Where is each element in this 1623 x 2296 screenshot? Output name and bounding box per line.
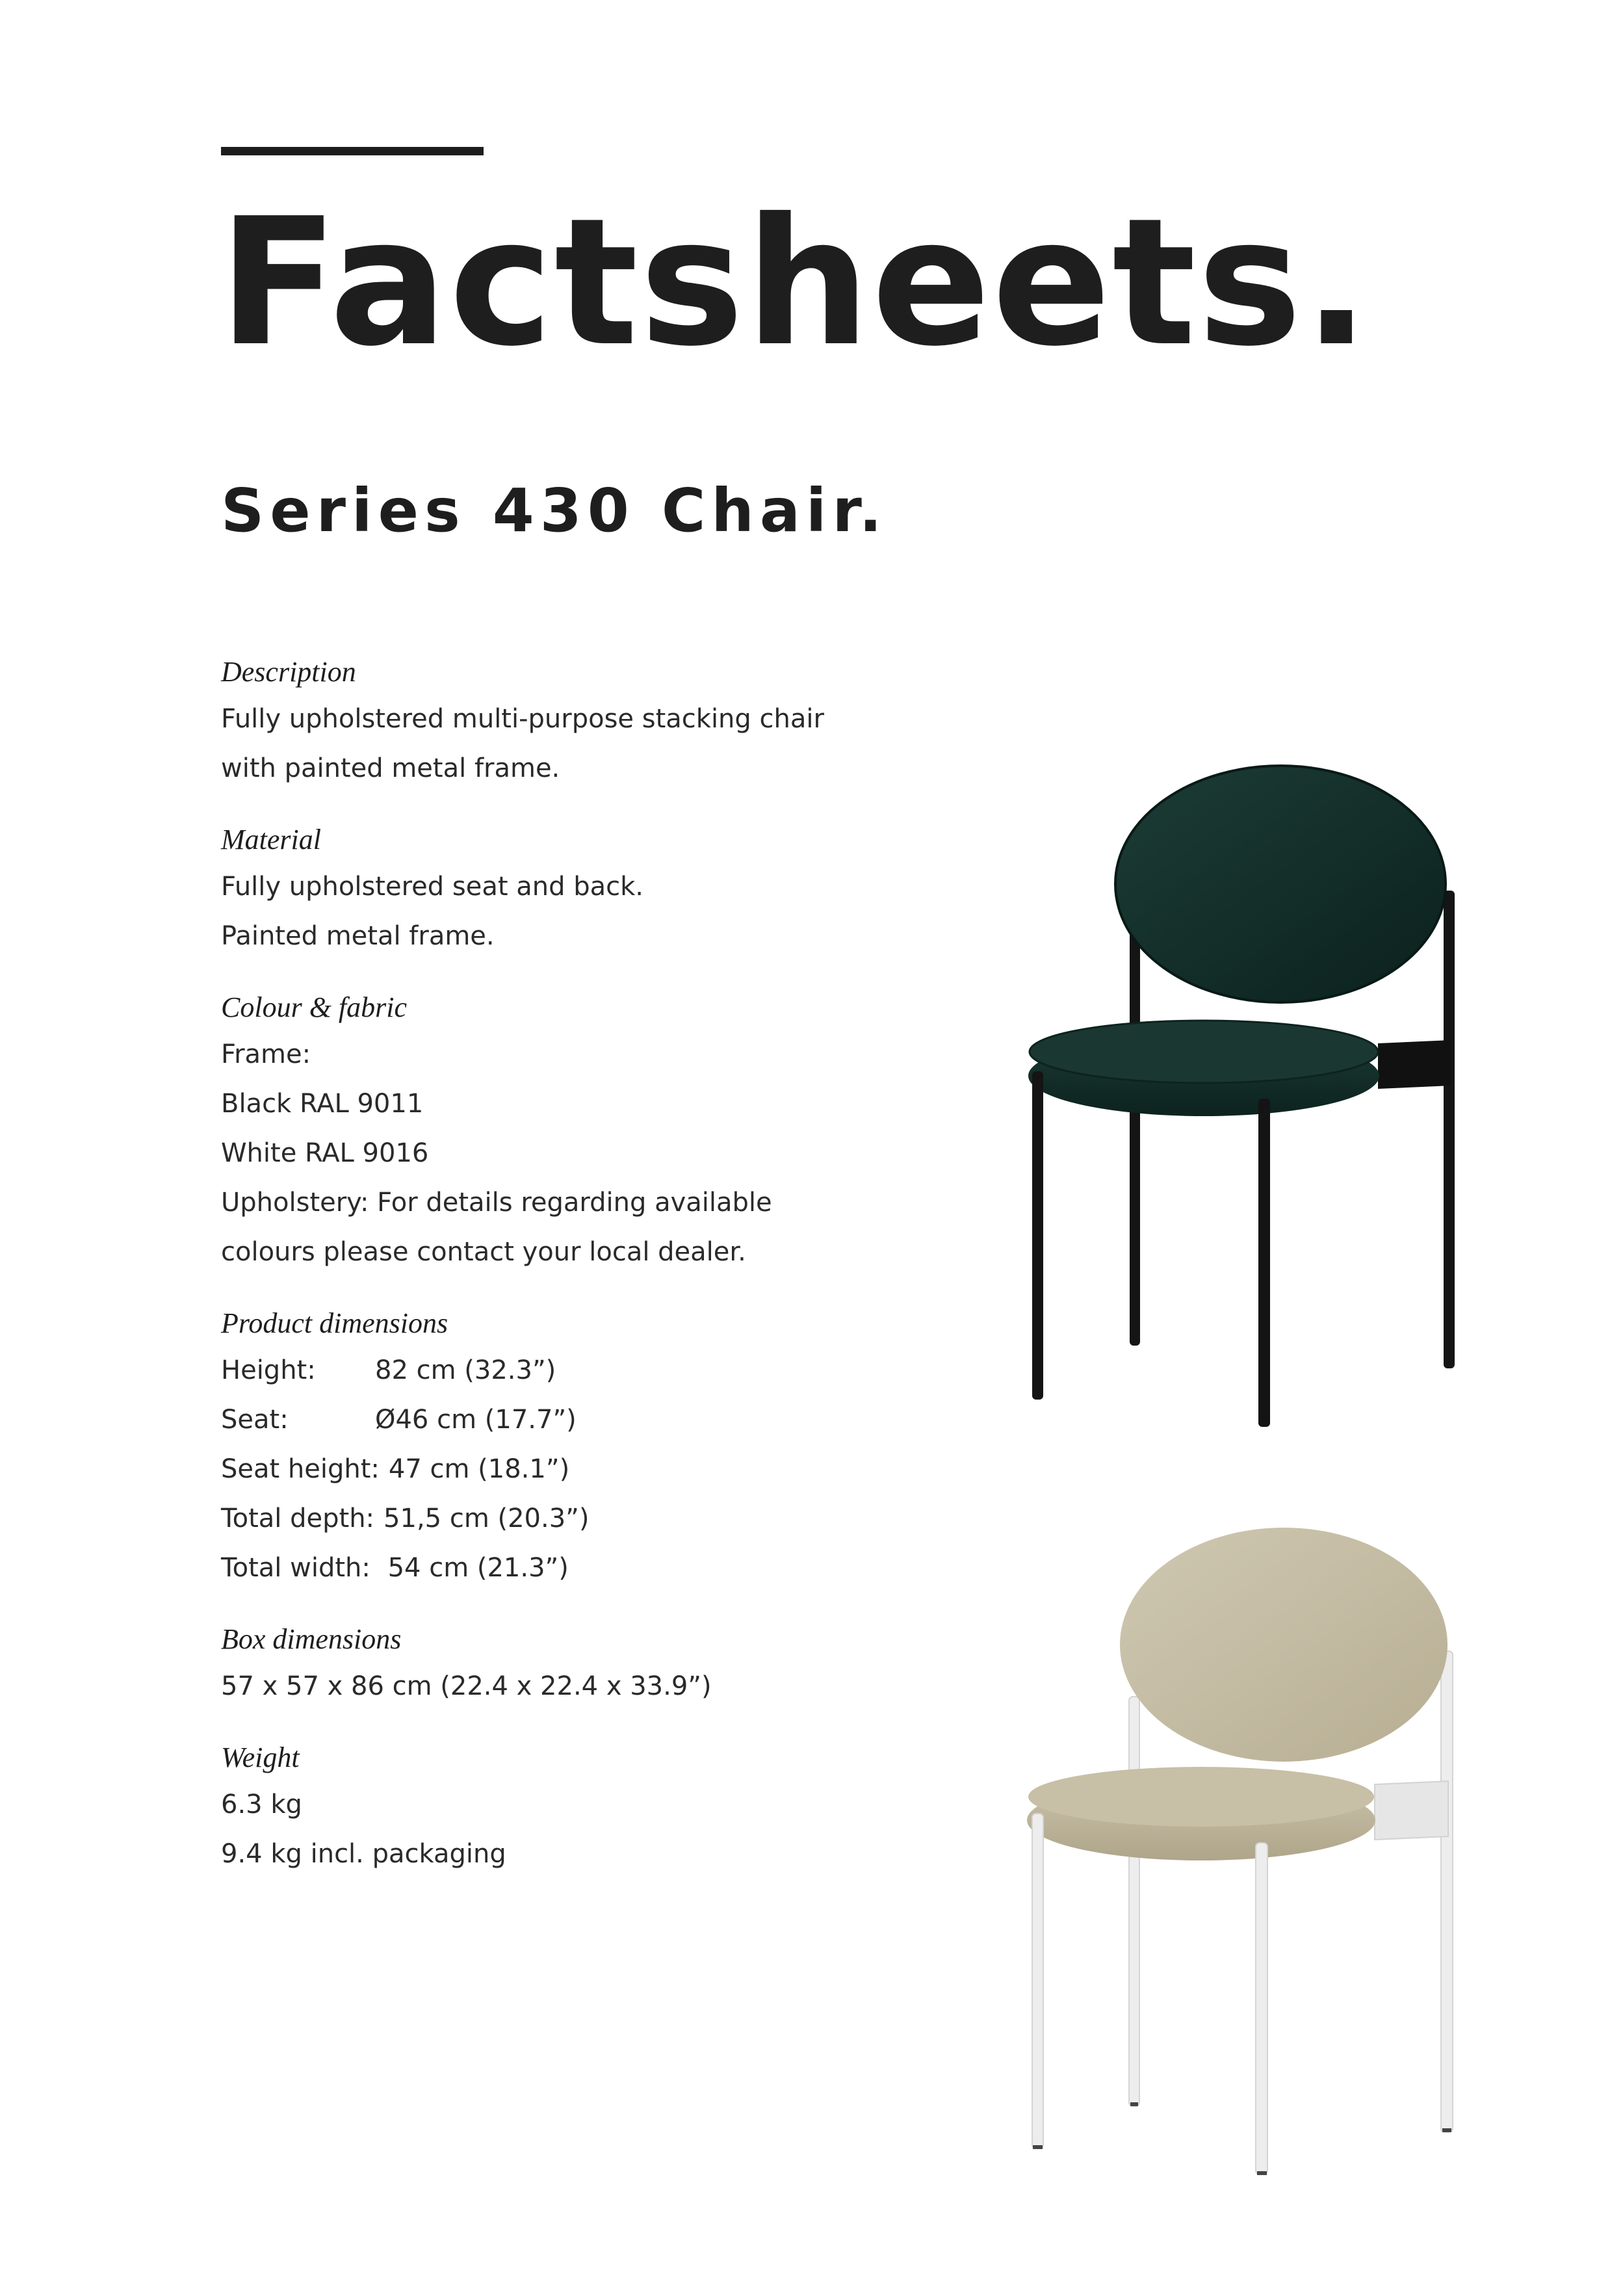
material-section [221, 818, 903, 961]
material-line: Painted metal frame. [221, 921, 495, 951]
spec-list [221, 650, 903, 1903]
box-label: Box dimensions [221, 1623, 402, 1655]
colour-line: Frame: [221, 1039, 311, 1069]
page-title: Factsheets. [218, 180, 1371, 385]
colour-label: Colour & fabric [221, 991, 408, 1023]
box-line: 57 x 57 x 86 cm (22.4 x 22.4 x 33.9”) [221, 1671, 712, 1701]
dimension-row [221, 1494, 903, 1543]
colour-line: Upholstery: For details regarding available [221, 1188, 772, 1218]
weight-line: 6.3 kg [221, 1790, 302, 1820]
material-label: Material [221, 824, 321, 855]
dimension-value: 47 cm (18.1”) [388, 1454, 570, 1484]
material-line: Fully upholstered seat and back. [221, 872, 643, 902]
dimension-row [221, 1543, 903, 1593]
description-line: Fully upholstered multi-purpose stacking chair [221, 704, 824, 734]
description-line: with painted metal frame. [221, 753, 560, 783]
weight-label: Weight [221, 1742, 300, 1773]
title-rule [221, 147, 484, 155]
chair-image-dark [1014, 761, 1482, 1430]
colour-line: White RAL 9016 [221, 1138, 429, 1168]
dimension-name: Height: [221, 1355, 316, 1385]
dimension-name: Seat height: [221, 1454, 380, 1484]
dimension-value: 51,5 cm (20.3”) [383, 1504, 590, 1533]
dimension-name: Total depth: [221, 1504, 375, 1533]
description-label: Description [221, 656, 356, 688]
product-title: Series 430 Chair. [221, 476, 888, 545]
dimensions-label: Product dimensions [221, 1307, 448, 1339]
colour-line: colours please contact your local dealer. [221, 1237, 746, 1267]
dimension-row [221, 1395, 903, 1444]
dimension-value: 82 cm (32.3”) [375, 1355, 556, 1385]
chair-image-light [1014, 1515, 1482, 2178]
dimension-row [221, 1346, 903, 1395]
dimension-name: Total width: [221, 1553, 370, 1583]
weight-line: 9.4 kg incl. packaging [221, 1839, 506, 1869]
dimension-name: Seat: [221, 1405, 289, 1435]
box-section [221, 1617, 903, 1711]
colour-section [221, 985, 903, 1277]
dimension-value: Ø46 cm (17.7”) [375, 1405, 577, 1435]
weight-section [221, 1736, 903, 1879]
colour-line: Black RAL 9011 [221, 1089, 424, 1119]
dimension-value: 54 cm (21.3”) [379, 1553, 569, 1583]
dimension-row [221, 1444, 903, 1494]
dimensions-section [221, 1301, 903, 1593]
description-section [221, 650, 903, 793]
